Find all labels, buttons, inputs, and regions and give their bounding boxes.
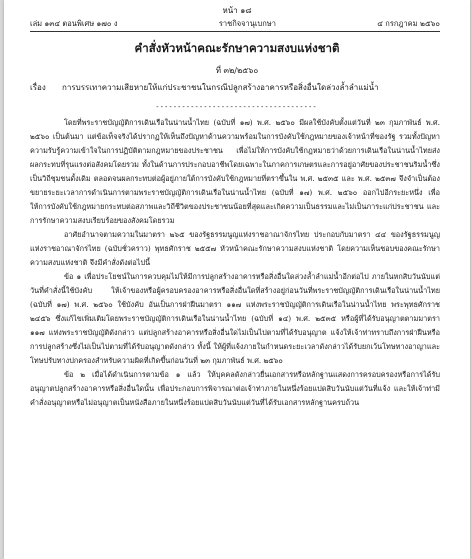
publication-date: ๔ กรกฎาคม ๒๕๖๐ <box>377 19 440 28</box>
order-subject <box>30 81 440 94</box>
gazette-page <box>4 0 470 559</box>
subject-label: เรื่อง <box>30 83 46 92</box>
clause-2-paragraph: ข้อ ๒ เมื่อได้ดำเนินการตามข้อ ๑ แล้ว ให้บุคคลดังกล่าวยื่นเอกสารหรือหลักฐานแสดงการครอบครองหรือการได้รับอนุญาตปลูกสร้างอาคารหรือสิ่งอื่นใดนั้น เพื่อประกอบการพิจารณาต่อเจ้าท่าภายในหนึ่งร้อยแปดสิบวันนับแต่วันที่แจ้ง และให้เจ้าท่ามีคำสั่งอนุญาตหรือไม่อนุญาตเป็นหนังสือภายในหนึ่งร้อยแปดสิบวันนับแต่วันที่ได้รับเอกสารหลักฐานครบถ้วน <box>30 370 440 407</box>
order-title: คำสั่งหัวหน้าคณะรักษาความสงบแห่งชาติ <box>134 41 340 55</box>
header-divider <box>30 31 440 32</box>
subject-text: การบรรเทาความเสียหายให้แก่ประชาชนในกรณีปลูกสร้างอาคารหรือสิ่งอื่นใดล่วงล้ำลำแม่น้ำ <box>62 83 379 92</box>
gazette-header <box>30 18 440 30</box>
authority-paragraph: อาศัยอำนาจตามความในมาตรา ๒๖๕ ของรัฐธรรมนูญแห่งราชอาณาจักรไทย ประกอบกับมาตรา ๔๔ ของรัฐธรรมนูญแห่งราชอาณาจักรไทย (ฉบับชั่วคราว) พุทธศักราช ๒๕๕๗ หัวหน้าคณะรักษาความสงบแห่งชาติ โดยความเห็นชอบของคณะรักษาความสงบแห่งชาติ จึงมีคำสั่งดังต่อไปนี้ <box>30 230 440 267</box>
page-number: หน้า ๑๘ <box>222 6 252 15</box>
order-body <box>30 116 440 410</box>
gazette-name: ราชกิจจานุเบกษา <box>218 19 276 28</box>
section-separator: ------------------------------------- <box>156 103 318 111</box>
volume-info: เล่ม ๑๓๔ ตอนพิเศษ ๑๗๐ ง <box>30 19 118 28</box>
order-number: ที่ ๓๒/๒๕๖๐ <box>215 66 259 75</box>
clause-1-paragraph: ข้อ ๑ เพื่อประโยชน์ในการควบคุมไม่ให้มีการปลูกสร้างอาคารหรือสิ่งอื่นใดล่วงล้ำลำแม่น้ำอีกต่อไป ภายในหกสิบวันนับแต่วันที่คำสั่งนี้ใช้บังคับ ให้เจ้าของหรือผู้ครอบครองอาคารหรือสิ่งอื่นใดที่สร้างอยู่ก่อนวันที่พระราชบัญญัติการเดินเรือในน่านน้ำไทย (ฉบับที่ ๑๗) พ.ศ. ๒๕๖๐ ใช้บังคับ อันเป็นการฝ่าฝืนมาตรา ๑๑๗ แห่งพระราชบัญญัติการเดินเรือในน่านน้ำไทย พระพุทธศักราช ๒๔๕๖ ซึ่งแก้ไขเพิ่มเติมโดยพระราชบัญญัติการเดินเรือในน่านน้ำไทย (ฉบับที่ ๑๔) พ.ศ. ๒๕๓๕ หรือผู้ที่ได้รับอนุญาตตามมาตรา ๑๑๗ แห่งพระราชบัญญัติดังกล่าว แต่ปลูกสร้างอาคารหรือสิ่งอื่นใดไม่เป็นไปตามที่ได้รับอนุญาต แจ้งให้เจ้าท่าทราบถึงการฝ่าฝืนหรือการปลูกสร้างซึ่งไม่เป็นไปตามที่ได้รับอนุญาตดังกล่าว ทั้งนี้ ให้ผู้ที่แจ้งภายในกำหนดระยะเวลาดังกล่าวได้รับยกเว้นโทษทางอาญาและโทษปรับทางปกครองสำหรับความผิดที่เกิดขึ้นก่อนวันที่ ๒๓ กุมภาพันธ์ พ.ศ. ๒๕๖๐ <box>30 272 440 365</box>
preamble-paragraph: โดยที่พระราชบัญญัติการเดินเรือในน่านน้ำไทย (ฉบับที่ ๑๗) พ.ศ. ๒๕๖๐ มีผลใช้บังคับตั้งแต่วันที่ ๒๓ กุมภาพันธ์ พ.ศ. ๒๕๖๐ เป็นต้นมา แต่ข้อเท็จจริงได้ปรากฏให้เห็นถึงปัญหาด้านความพร้อมในการบังคับใช้กฎหมายของเจ้าหน้าที่ของรัฐ รวมทั้งปัญหาความรับรู้ความเข้าใจในการปฏิบัติตามกฎหมายของประชาชน เพื่อไม่ให้การบังคับใช้กฎหมายว่าด้วยการเดินเรือในน่านน้ำไทยส่งผลกระทบที่รุนแรงต่อสังคมโดยรวม ทั้งในด้านการประกอบอาชีพโดยเฉพาะในภาคการเกษตรและการอยู่อาศัยของประชาชนริมน้ำซึ่งเป็นวิถีชุมชนดั้งเดิม ตลอดจนผลกระทบต่อผู้อยู่ภายใต้การบังคับใช้กฎหมายที่ตราขึ้นใน พ.ศ. ๒๕๓๕ และ พ.ศ. ๒๕๓๗ จึงจำเป็นต้องขยายระยะเวลาการดำเนินการตามพระราชบัญญัติการเดินเรือในน่านน้ำไทย (ฉบับที่ ๑๗) พ.ศ. ๒๕๖๐ ออกไปอีกระยะหนึ่ง เพื่อให้การบังคับใช้กฎหมายกระทบต่อสภาพและวิถีชีวิตของประชาชนน้อยที่สุดและเกิดความเป็นธรรมและไม่เป็นภาระแก่ประชาชน และการรักษาความสงบเรียบร้อยของสังคมโดยรวม <box>30 118 440 225</box>
